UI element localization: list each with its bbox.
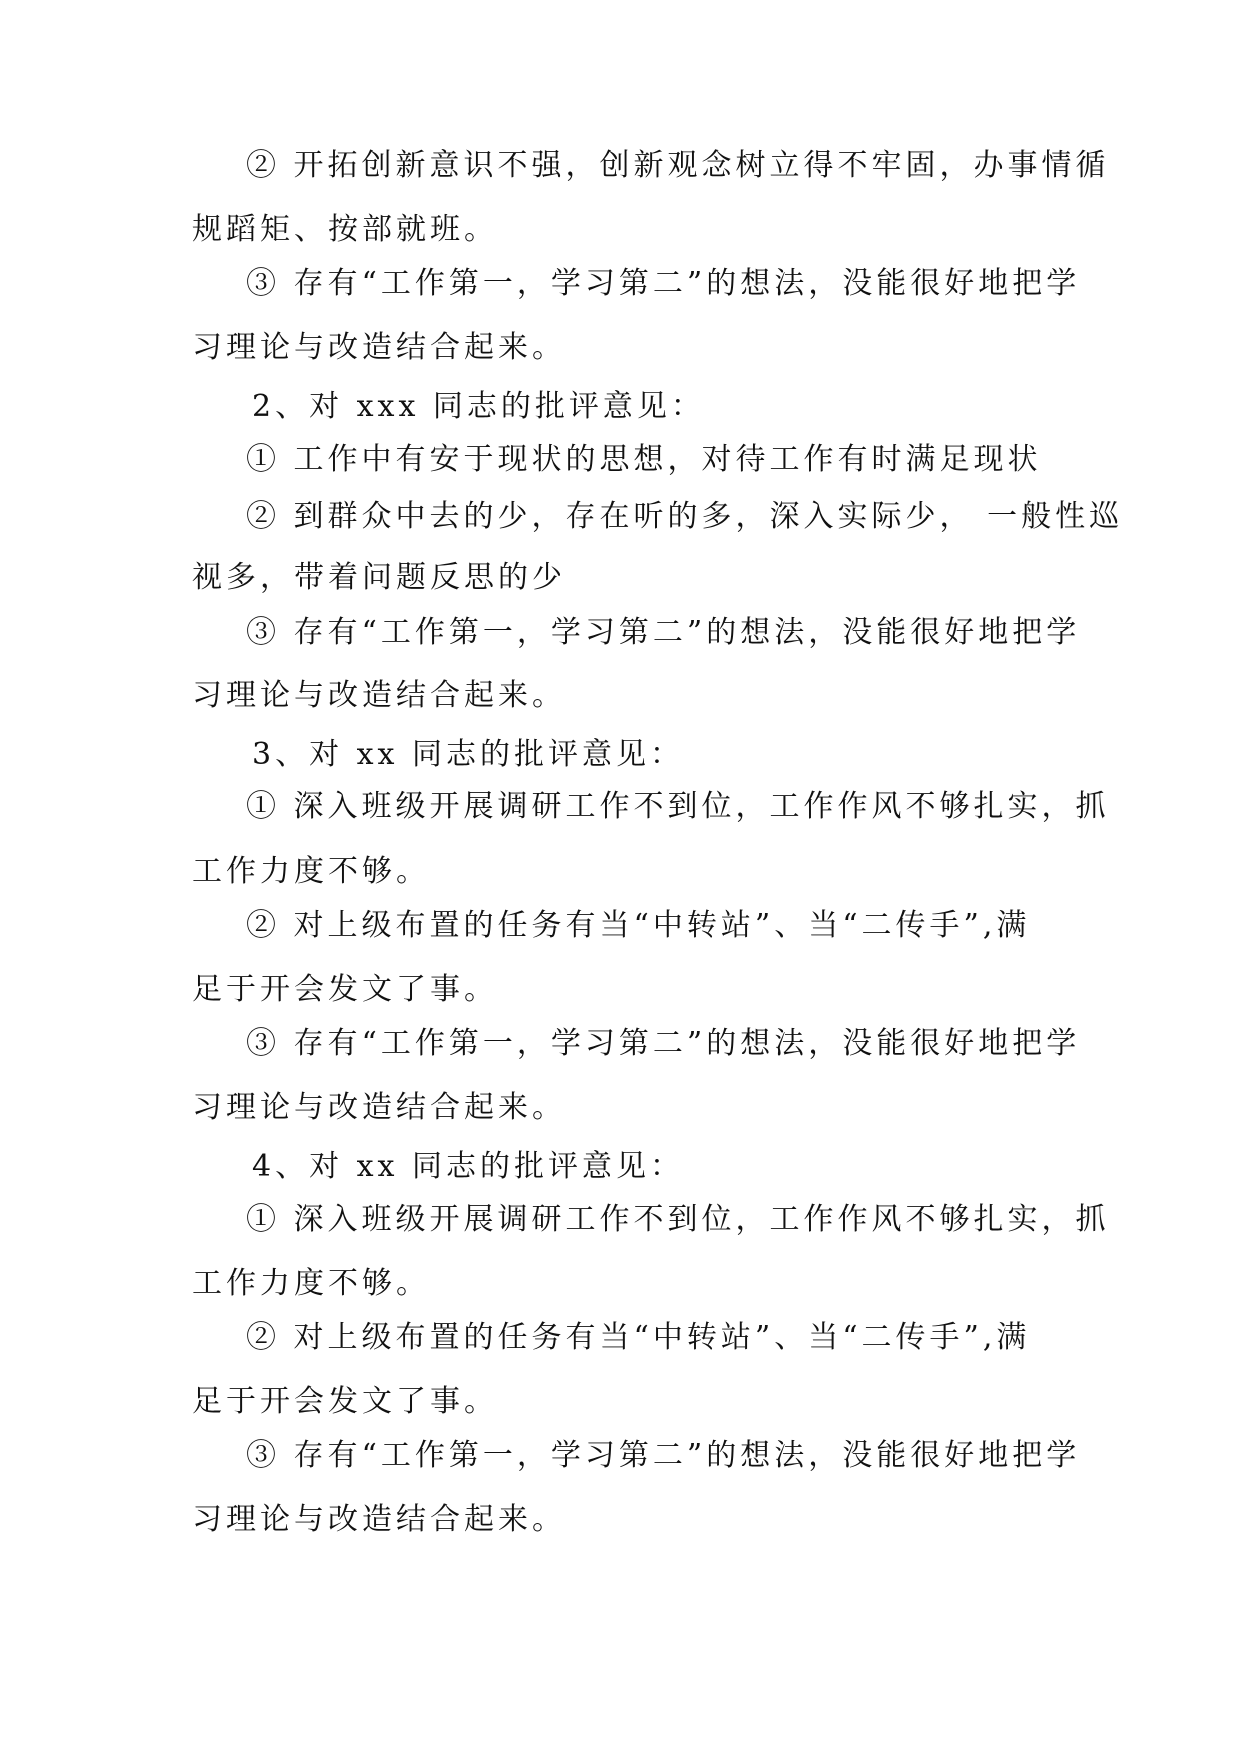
item-line: ② 开拓创新意识不强，创新观念树立得不牢固，办事情循 [246,148,1110,183]
section-heading: 3、对 xx 同志的批评意见： [252,737,684,772]
section-heading: 2、对 xxx 同志的批评意见： [252,389,705,424]
item-line: ③ 存有“工作第一，学习第二”的想法，没能很好地把学 [246,266,1081,301]
continuation-line: 工作力度不够。 [192,1266,430,1301]
item-line: ② 到群众中去的少，存在听的多，深入实际少， 一般性巡 [246,499,1124,534]
item-line: ① 深入班级开展调研工作不到位，工作作风不够扎实，抓 [246,789,1110,824]
continuation-line: 习理论与改造结合起来。 [192,330,566,365]
item-line: ① 工作中有安于现状的思想，对待工作有时满足现状 [246,442,1042,477]
continuation-line: 规蹈矩、按部就班。 [192,212,498,247]
continuation-line: 足于开会发文了事。 [192,1384,498,1419]
item-line: ③ 存有“工作第一，学习第二”的想法，没能很好地把学 [246,1438,1081,1473]
continuation-line: 习理论与改造结合起来。 [192,678,566,713]
item-line: ③ 存有“工作第一，学习第二”的想法，没能很好地把学 [246,1026,1081,1061]
continuation-line: 习理论与改造结合起来。 [192,1502,566,1537]
item-line: ③ 存有“工作第一，学习第二”的想法，没能很好地把学 [246,615,1081,650]
section-heading: 4、对 xx 同志的批评意见： [252,1149,684,1184]
item-line: ② 对上级布置的任务有当“中转站”、当“二传手”,满 [246,1320,1031,1355]
continuation-line: 习理论与改造结合起来。 [192,1090,566,1125]
item-line: ② 对上级布置的任务有当“中转站”、当“二传手”,满 [246,908,1031,943]
item-line: ① 深入班级开展调研工作不到位，工作作风不够扎实，抓 [246,1202,1110,1237]
continuation-line: 工作力度不够。 [192,854,430,889]
continuation-line: 视多，带着问题反思的少 [192,560,566,595]
continuation-line: 足于开会发文了事。 [192,972,498,1007]
